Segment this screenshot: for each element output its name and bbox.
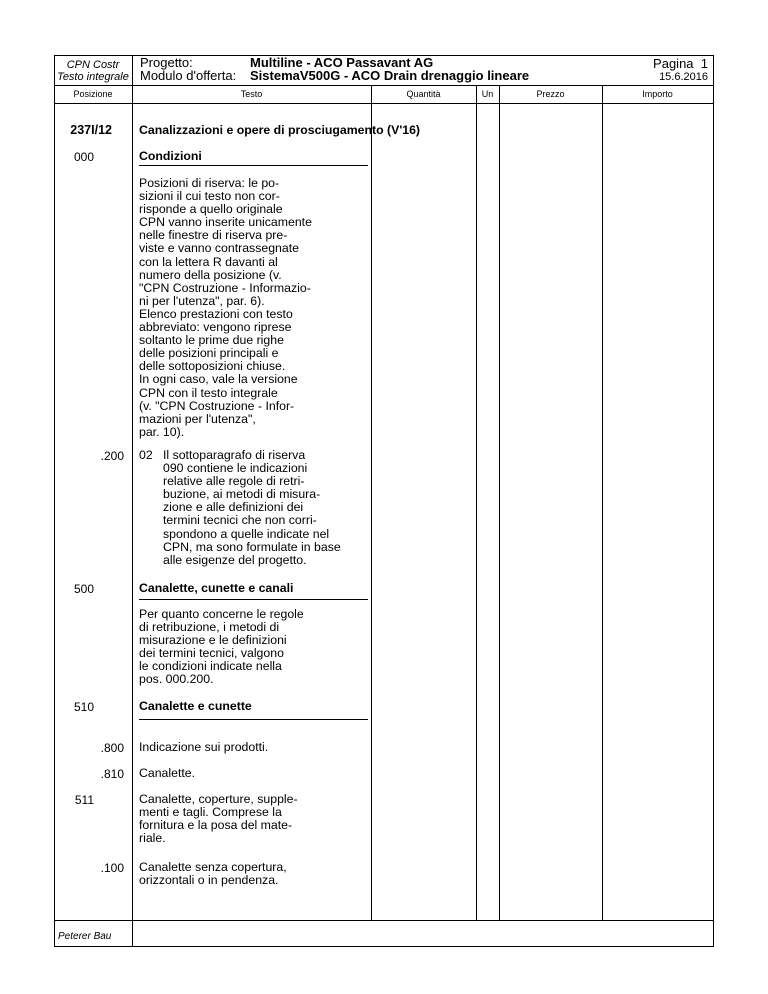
col-divider-pos bbox=[132, 55, 133, 947]
text-line: ni per l'utenza", par. 6). bbox=[139, 293, 265, 308]
page-number: 1 bbox=[700, 56, 708, 71]
subposition-number: 02 bbox=[139, 448, 153, 462]
section-underline bbox=[139, 719, 368, 720]
text-line: termini tecnici che non corri- bbox=[163, 513, 317, 528]
text-line: zione e alle definizioni dei bbox=[163, 500, 304, 515]
text-line: abbreviato: vengono riprese bbox=[139, 320, 292, 335]
text-line: riale. bbox=[139, 831, 166, 846]
text-line: Elenco prestazioni con testo bbox=[139, 306, 293, 321]
text-line: buzione, ai metodi di misura- bbox=[163, 487, 321, 502]
position-number: .800 bbox=[100, 741, 124, 755]
text-line: In ogni caso, vale la versione bbox=[139, 372, 298, 387]
subposition-block bbox=[139, 449, 371, 567]
item-text: Canalette. bbox=[139, 766, 196, 780]
page-indicator bbox=[620, 56, 708, 71]
text-line: 090 contiene le indicazioni bbox=[163, 461, 308, 476]
text-line: Canalette, coperture, supple- bbox=[139, 792, 298, 806]
text-line: CPN vanno inserite unicamente bbox=[139, 215, 312, 230]
project-label: Progetto: bbox=[140, 55, 193, 70]
position-number: 237I/12 bbox=[70, 123, 112, 137]
text-line: fornitura e la posa del mate- bbox=[139, 818, 293, 833]
text-line: sizioni il cui testo non cor- bbox=[139, 189, 280, 204]
text-line: misurazione e le definizioni bbox=[139, 633, 287, 648]
item-text: Indicazione sui prodotti. bbox=[139, 740, 269, 754]
text-line: menti e tagli. Comprese la bbox=[139, 805, 282, 820]
col-divider-un bbox=[499, 85, 500, 920]
colhead-quantita: Quantità bbox=[406, 89, 441, 99]
position-number: 511 bbox=[74, 793, 94, 807]
colhead-testo: Testo bbox=[240, 89, 263, 99]
text-block bbox=[139, 861, 371, 887]
module-value: SistemaV500G - ACO Drain drenaggio lineare bbox=[250, 68, 530, 83]
module-label: Modulo d'offerta: bbox=[140, 68, 237, 83]
col-divider-quantita bbox=[476, 85, 477, 920]
page-label: Pagina bbox=[653, 56, 694, 71]
colhead-divider bbox=[54, 103, 714, 104]
col-divider-testo bbox=[371, 85, 372, 920]
text-line: CPN con il testo integrale bbox=[139, 385, 278, 400]
text-line: viste e vanno contrassegnate bbox=[139, 241, 299, 256]
text-line: di retribuzione, i metodi di bbox=[139, 620, 280, 635]
section-title: Canalizzazioni e opere di prosciugamento (V'16) bbox=[139, 123, 421, 137]
text-block bbox=[139, 177, 371, 439]
text-line: alle esigenze del progetto. bbox=[163, 552, 307, 567]
text-line: Posizioni di riserva: le po- bbox=[139, 176, 280, 190]
section-title: Canalette e cunette bbox=[139, 699, 252, 713]
text-block bbox=[139, 608, 371, 687]
section-underline bbox=[139, 165, 368, 166]
header-doc-type: CPN Costr bbox=[66, 59, 120, 71]
position-number: 000 bbox=[73, 150, 94, 164]
colhead-importo: Importo bbox=[642, 89, 673, 99]
text-line: par. 10). bbox=[139, 424, 185, 439]
text-line: con la lettera R davanti al bbox=[139, 254, 278, 269]
frame-left bbox=[54, 55, 55, 947]
text-line: soltanto le prime due righe bbox=[139, 333, 284, 348]
header-doc-variant: Testo integrale bbox=[57, 71, 129, 83]
text-line: orizzontali o in pendenza. bbox=[139, 873, 279, 888]
position-number: .100 bbox=[100, 861, 124, 875]
text-line: Il sottoparagrafo di riserva bbox=[163, 448, 306, 462]
text-line: (v. "CPN Costruzione - Infor- bbox=[139, 398, 295, 413]
header-divider bbox=[54, 85, 714, 86]
colhead-un: Un bbox=[481, 89, 494, 99]
colhead-posizione: Posizione bbox=[73, 89, 113, 99]
position-number: .810 bbox=[100, 767, 124, 781]
project-value: Multiline - ACO Passavant AG bbox=[250, 55, 434, 70]
text-line: "CPN Costruzione - Informazio- bbox=[139, 280, 311, 295]
position-number: 500 bbox=[73, 582, 94, 596]
text-line: nelle finestre di riserva pre- bbox=[139, 228, 288, 243]
header-date: 15.6.2016 bbox=[659, 71, 708, 83]
col-divider-prezzo bbox=[602, 85, 603, 920]
text-line: CPN, ma sono formulate in base bbox=[163, 539, 341, 554]
text-line: relative alle regole di retri- bbox=[163, 474, 305, 489]
section-title: Condizioni bbox=[139, 149, 202, 163]
text-line: delle sottoposizioni chiuse. bbox=[139, 359, 286, 374]
text-line: dei termini tecnici, valgono bbox=[139, 646, 284, 661]
section-underline bbox=[139, 599, 368, 600]
text-block bbox=[139, 793, 371, 845]
text-line: pos. 000.200. bbox=[139, 672, 214, 687]
position-number: 510 bbox=[73, 700, 94, 714]
text-line: spondono a quelle indicate nel bbox=[163, 526, 330, 541]
frame-bottom bbox=[54, 946, 714, 947]
text-line: Canalette senza copertura, bbox=[139, 860, 287, 874]
position-number: .200 bbox=[100, 449, 124, 463]
text-line: risponde a quello originale bbox=[139, 202, 283, 217]
footer-company: Peterer Bau bbox=[58, 931, 112, 942]
text-line: Per quanto concerne le regole bbox=[139, 607, 304, 621]
section-title: Canalette, cunette e canali bbox=[139, 581, 294, 595]
text-line: delle posizioni principali e bbox=[139, 346, 279, 361]
text-line: numero della posizione (v. bbox=[139, 267, 282, 282]
colhead-prezzo: Prezzo bbox=[536, 89, 565, 99]
footer-divider bbox=[54, 920, 714, 921]
frame-right bbox=[713, 55, 714, 947]
text-line: le condizioni indicate nella bbox=[139, 659, 282, 674]
text-line: mazioni per l'utenza", bbox=[139, 411, 256, 426]
